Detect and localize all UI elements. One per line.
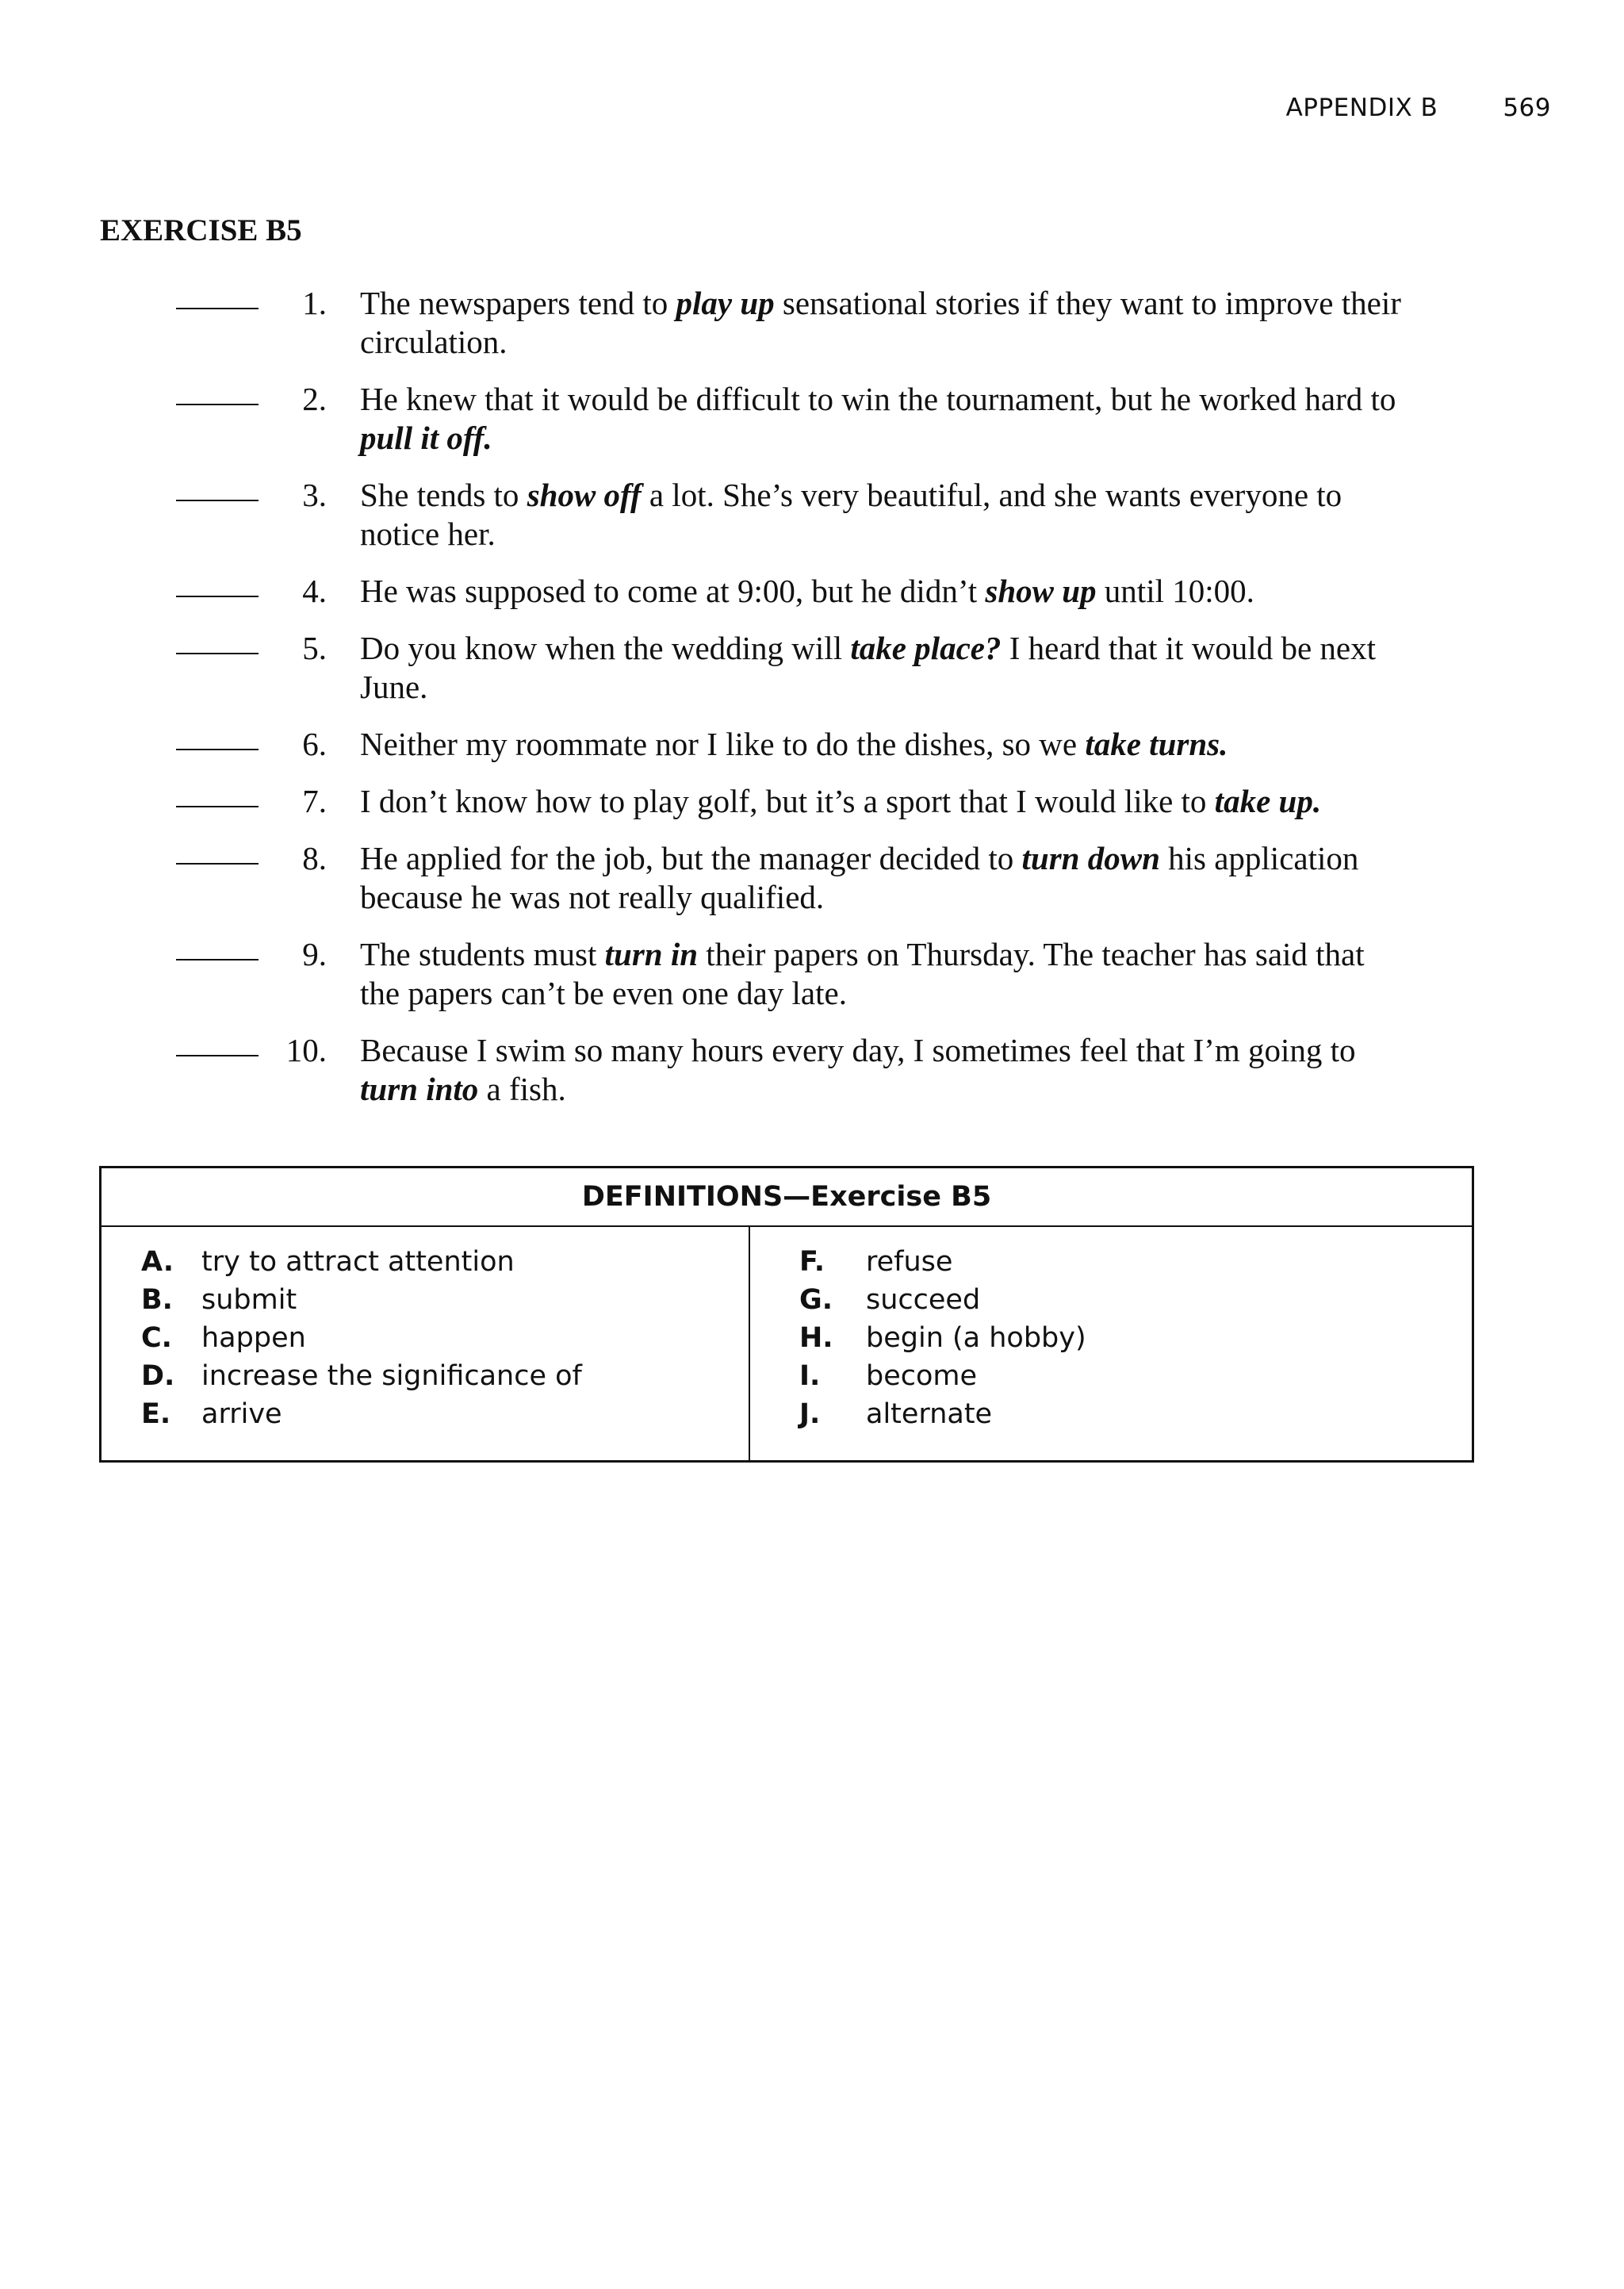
definition-text: arrive [201, 1398, 282, 1430]
sentence-text: a lot. She’s very beautiful, and she wants everyone to notice her. [360, 477, 1342, 552]
phrasal-verb: show off [527, 477, 642, 513]
definition-text: refuse [866, 1246, 953, 1278]
definition-letter: H. [799, 1322, 833, 1354]
item-sentence [360, 935, 1407, 1013]
item-number: 1. [302, 285, 327, 321]
definition-letter: G. [799, 1284, 833, 1316]
item-sentence [360, 629, 1407, 707]
section-label: APPENDIX B [1285, 94, 1438, 122]
item-sentence [360, 380, 1407, 458]
definition-row [799, 1319, 1086, 1357]
definition-letter: I. [799, 1360, 821, 1392]
sentence-text: He was supposed to come at 9:00, but he didn’t [360, 573, 986, 609]
item-sentence [360, 284, 1407, 362]
definition-letter: B. [141, 1284, 173, 1316]
item-number: 9. [302, 936, 327, 972]
exercise-item [0, 725, 1624, 764]
phrasal-verb: turn in [604, 936, 699, 972]
sentence-text: Neither my roommate nor I like to do the dishes, so we [360, 726, 1086, 762]
item-number: 3. [302, 477, 327, 513]
phrasal-verb: pull it off. [360, 420, 492, 456]
exercise-item [0, 284, 1624, 362]
definition-letter: C. [141, 1322, 172, 1354]
sentence-text: sensational stories if they want to improve their circulation. [360, 285, 1401, 360]
item-sentence [360, 782, 1407, 821]
exercise-item [0, 782, 1624, 821]
item-sentence [360, 1031, 1407, 1109]
exercise-item [0, 935, 1624, 1013]
phrasal-verb: play up [676, 285, 775, 321]
phrasal-verb: show up [985, 573, 1097, 609]
definitions-box [99, 1166, 1474, 1463]
exercise-title: EXERCISE B5 [100, 213, 302, 247]
exercise-item [0, 572, 1624, 611]
sentence-text: The students must [360, 936, 605, 972]
definition-letter: A. [141, 1246, 174, 1278]
item-number: 6. [302, 726, 327, 762]
phrasal-verb: take turns. [1085, 726, 1228, 762]
sentence-text: Because I swim so many hours every day, I sometimes feel that I’m going to [360, 1032, 1356, 1068]
item-sentence [360, 839, 1407, 917]
exercise-item [0, 380, 1624, 458]
definition-letter: F. [799, 1246, 825, 1278]
exercise-items [0, 284, 1624, 1127]
phrasal-verb: turn into [360, 1071, 479, 1107]
item-sentence [360, 572, 1407, 611]
definition-row [141, 1243, 749, 1281]
sentence-text: until 10:00. [1096, 573, 1254, 609]
item-number: 7. [302, 783, 327, 819]
definition-text: begin (a hobby) [866, 1322, 1086, 1354]
running-head [1286, 94, 1551, 122]
sentence-text: The newspapers tend to [360, 285, 676, 321]
item-number: 5. [302, 630, 327, 666]
definition-text: alternate [866, 1398, 993, 1430]
definition-letter: E. [141, 1398, 171, 1430]
sentence-text: He applied for the job, but the manager decided to [360, 840, 1022, 876]
sentence-text: I don’t know how to play golf, but it’s a sport that I would like to [360, 783, 1215, 819]
definition-text: succeed [866, 1284, 981, 1316]
item-number: 8. [302, 840, 327, 876]
definition-row [799, 1357, 1086, 1395]
definition-text: happen [201, 1322, 306, 1354]
item-sentence [360, 725, 1407, 764]
exercise-item [0, 839, 1624, 917]
phrasal-verb: take place? [850, 630, 1002, 666]
definition-row [799, 1395, 1086, 1433]
sentence-text: I heard that it would be next June. [360, 630, 1376, 705]
sentence-text: She tends to [360, 477, 527, 513]
definitions-title: DEFINITIONS—Exercise B5 [102, 1168, 1472, 1227]
sentence-text: his application because he was not really qualified. [360, 840, 1359, 915]
definition-row [141, 1395, 749, 1433]
page-number: 569 [1503, 94, 1551, 122]
item-number: 10. [285, 1032, 327, 1068]
sentence-text: a fish. [478, 1071, 566, 1107]
item-number: 4. [302, 573, 327, 609]
definition-row [141, 1357, 749, 1395]
definition-row [141, 1281, 749, 1319]
phrasal-verb: turn down [1021, 840, 1160, 876]
exercise-item [0, 629, 1624, 707]
definitions-left-column [102, 1227, 750, 1460]
exercise-item [0, 1031, 1624, 1109]
definition-text: increase the significance of [201, 1360, 582, 1392]
definition-text: submit [201, 1284, 297, 1316]
definition-row [799, 1281, 1086, 1319]
phrasal-verb: take up. [1214, 783, 1322, 819]
definition-text: try to attract attention [201, 1246, 515, 1278]
definition-letter: D. [141, 1360, 175, 1392]
definition-row [799, 1243, 1086, 1281]
sentence-text: their papers on Thursday. The teacher has said that the papers can’t be even one day late. [360, 936, 1365, 1011]
sentence-text: Do you know when the wedding will [360, 630, 851, 666]
definition-letter: J. [799, 1398, 821, 1430]
definitions-right-column [750, 1227, 1086, 1460]
sentence-text: He knew that it would be difficult to win the tournament, but he worked hard to [360, 381, 1396, 417]
definition-row [141, 1319, 749, 1357]
definition-text: become [866, 1360, 978, 1392]
exercise-item [0, 476, 1624, 554]
item-sentence [360, 476, 1407, 554]
item-number: 2. [302, 381, 327, 417]
